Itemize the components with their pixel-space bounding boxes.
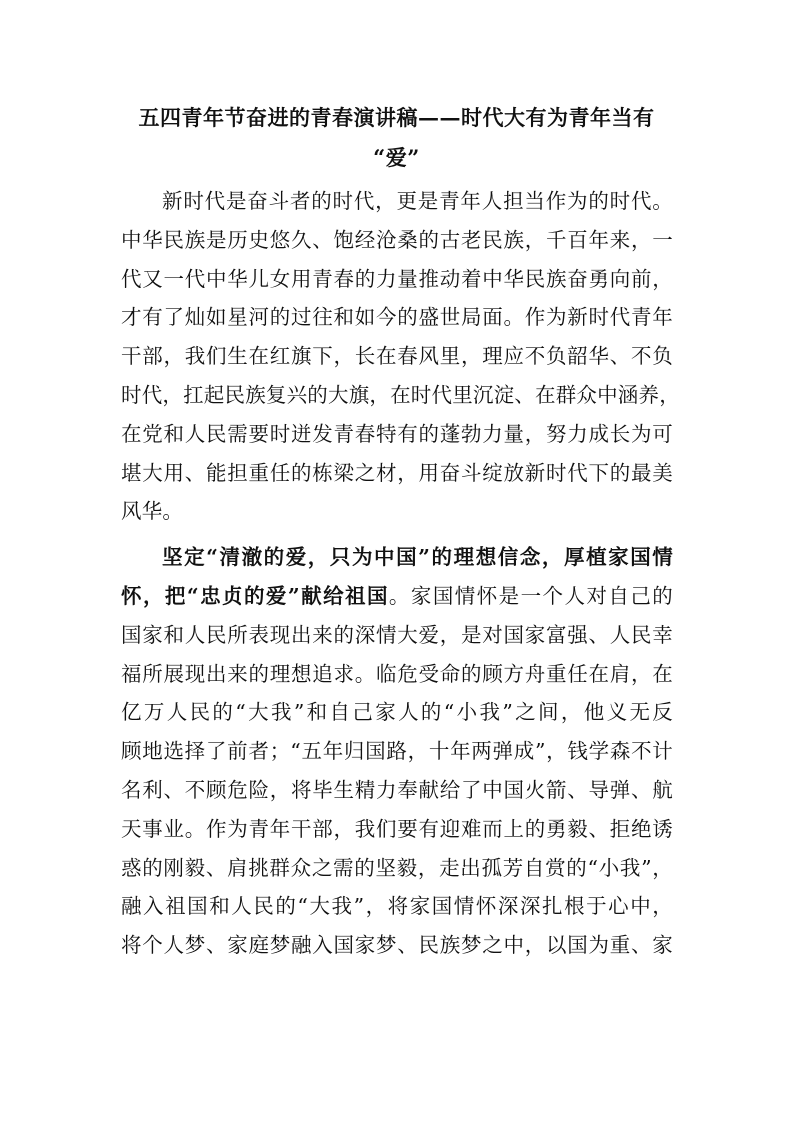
- paragraph-1-line: 风华。: [121, 499, 184, 524]
- paragraph-1-line: 代又一代中华儿女用青春的力量推动着中华民族奋勇向前，: [121, 266, 673, 291]
- paragraph-2-line: 惑的刚毅、肩挑群众之需的坚毅，走出孤芳自赏的“小我”，: [121, 855, 673, 880]
- paragraph-1-line: 堪大用、能担重任的栋梁之材，用奋斗绽放新时代下的最美: [121, 460, 673, 485]
- paragraph-2-line: 融入祖国和人民的“大我”，将家国情怀深深扎根于心中，: [121, 894, 673, 919]
- paragraph-1-line: 干部，我们生在红旗下，长在春风里，理应不负韶华、不负: [121, 344, 673, 369]
- paragraph-2-line: 福所展现出来的理想追求。临危受命的顾方舟重任在肩，在: [121, 661, 673, 686]
- paragraph-2-line: 名利、不顾危险，将毕生精力奉献给了中国火箭、导弹、航: [121, 777, 673, 802]
- paragraph-2-line: 亿万人民的“大我”和自己家人的“小我”之间，他义无反: [121, 700, 673, 725]
- paragraph-1-line: 在党和人民需要时迸发青春特有的蓬勃力量，努力成长为可: [121, 421, 673, 446]
- paragraph-1-line: 中华民族是历史悠久、饱经沧桑的古老民族，千百年来，一: [121, 227, 673, 252]
- paragraph-2-heading-line: 坚定“清澈的爱，只为中国”的理想信念，厚植家国情: [162, 545, 673, 570]
- paragraph-2-line: 顾地选择了前者；“五年归国路，十年两弹成”，钱学森不计: [121, 739, 673, 764]
- paragraph-1-line: 才有了灿如星河的过往和如今的盛世局面。作为新时代青年: [121, 305, 673, 330]
- paragraph-2-line: [121, 577, 673, 616]
- paragraph-1-line: 时代，扛起民族复兴的大旗，在时代里沉淀、在群众中涵养，: [121, 382, 680, 407]
- paragraph-2-heading-end: 怀，把“忠贞的爱”献给祖国: [121, 583, 389, 608]
- document-title: [120, 98, 673, 178]
- paragraph-2-text: 。家国情怀是一个人对自己的: [388, 583, 673, 608]
- paragraph-2-line: 将个人梦、家庭梦融入国家梦、民族梦之中，以国为重、家: [121, 933, 673, 958]
- paragraph-2-line: 国家和人民所表现出来的深情大爱，是对国家富强、人民幸: [121, 622, 673, 647]
- title-line: 五四青年节奋进的青春演讲稿——时代大有为青年当有: [138, 105, 655, 130]
- paragraph-2-line: 天事业。作为青年干部，我们要有迎难而上的勇毅、拒绝诱: [121, 816, 673, 841]
- document-body: [121, 182, 680, 965]
- paragraph-1-line: 新时代是奋斗者的时代，更是青年人担当作为的时代。: [162, 189, 673, 213]
- title-line: “爱”: [373, 145, 420, 170]
